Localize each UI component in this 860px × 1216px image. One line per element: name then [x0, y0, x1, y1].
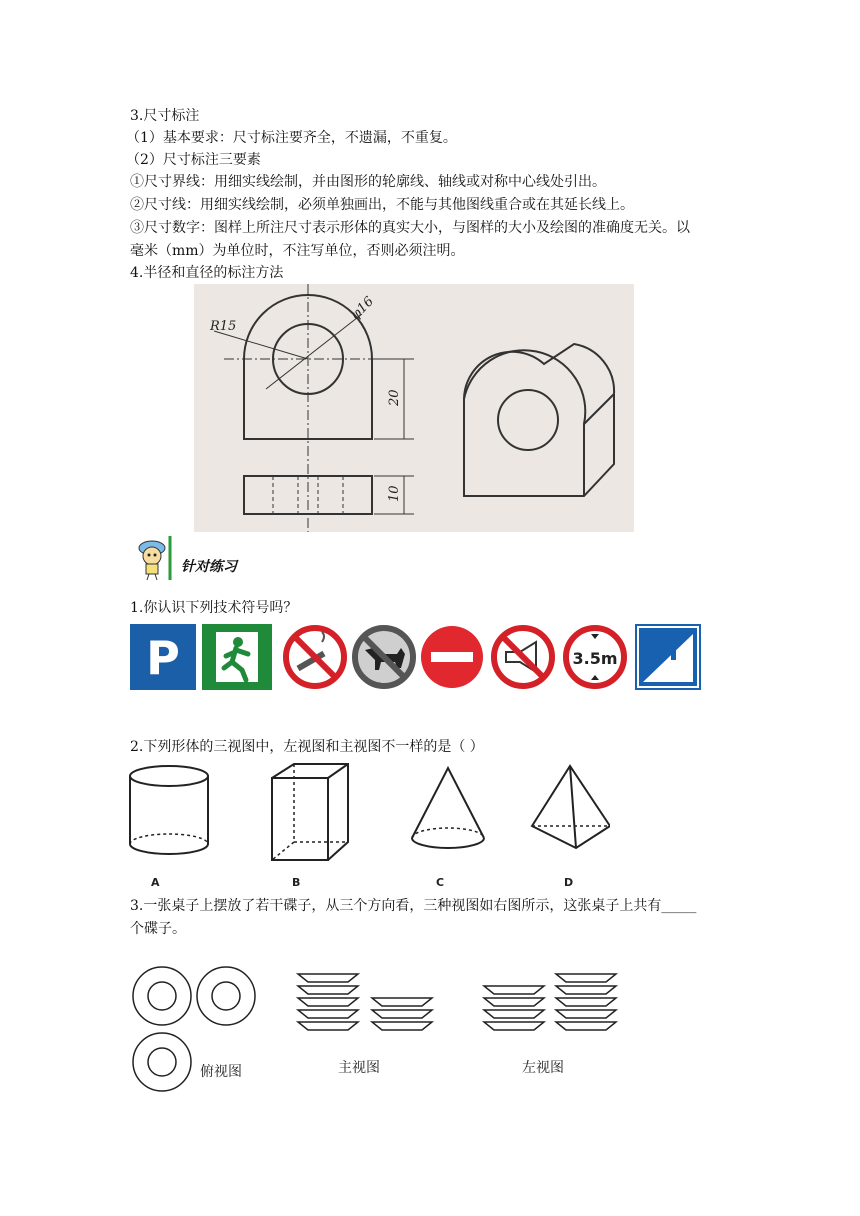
solids-figure — [124, 762, 610, 890]
extension-line-item: ①尺寸界线：用细实线绘制，并由图形的轮廓线、轴线或对称中心线处引出。 — [130, 174, 606, 190]
front-view-label: 主视图 — [338, 1060, 380, 1076]
height-limit-label: 3.5m — [572, 649, 618, 668]
no-smoking-sign-icon — [282, 624, 348, 690]
basic-requirement: （1）基本要求：尺寸标注要齐全，不遗漏，不重复。 — [126, 130, 457, 146]
parking-sign-icon — [130, 624, 196, 690]
parking-sign-label: P — [146, 631, 180, 685]
option-d-label: D — [564, 876, 574, 889]
radius-label: R15 — [210, 319, 237, 334]
no-horn-sign-icon — [490, 624, 556, 690]
diameter-label: φ16 — [348, 294, 377, 323]
dimension-drawing-figure — [194, 284, 634, 532]
height-10-label: 10 — [387, 485, 402, 502]
option-b-label: B — [292, 876, 301, 889]
top-view-label: 俯视图 — [200, 1064, 242, 1080]
dimension-line-item: ②尺寸线：用细实线绘制，必须单独画出，不能与其他图线重合或在其延长线上。 — [130, 197, 634, 213]
section3-title: 3.尺寸标注 — [130, 108, 200, 124]
question-3-cont: 个碟子。 — [130, 921, 186, 937]
question-1: 1.你认识下列技术符号吗？ — [130, 600, 298, 616]
section4-title: 4.半径和直径的标注方法 — [130, 265, 284, 281]
dimension-number-item-cont: 毫米（mm）为单位时，不注写单位，否则必须注明。 — [130, 243, 465, 259]
three-elements: （2）尺寸标注三要素 — [126, 152, 261, 168]
question-2: 2.下列形体的三视图中，左视图和主视图不一样的是（ ） — [130, 739, 484, 755]
option-a-label: A — [151, 876, 160, 889]
no-entry-sign-icon — [419, 624, 485, 690]
left-view-label: 左视图 — [522, 1060, 564, 1076]
practice-title: 针对练习 — [181, 559, 237, 575]
dimension-number-item: ③尺寸数字：图样上所注尺寸表示形体的真实大小，与图样的大小及绘图的准确度无关。以 — [130, 220, 690, 236]
height-20-label: 20 — [387, 389, 402, 406]
height-limit-sign-icon — [562, 624, 628, 690]
emergency-exit-sign-icon — [202, 624, 272, 690]
student-mascot-icon — [132, 534, 176, 582]
no-dogs-sign-icon — [351, 624, 417, 690]
plates-views-figure — [130, 962, 650, 1094]
option-c-label: C — [436, 876, 445, 889]
question-3: 3.一张桌子上摆放了若干碟子，从三个方向看，三种视图如右图所示，这张桌子上共有_____ — [130, 898, 697, 914]
stairs-sign-icon — [635, 624, 701, 690]
